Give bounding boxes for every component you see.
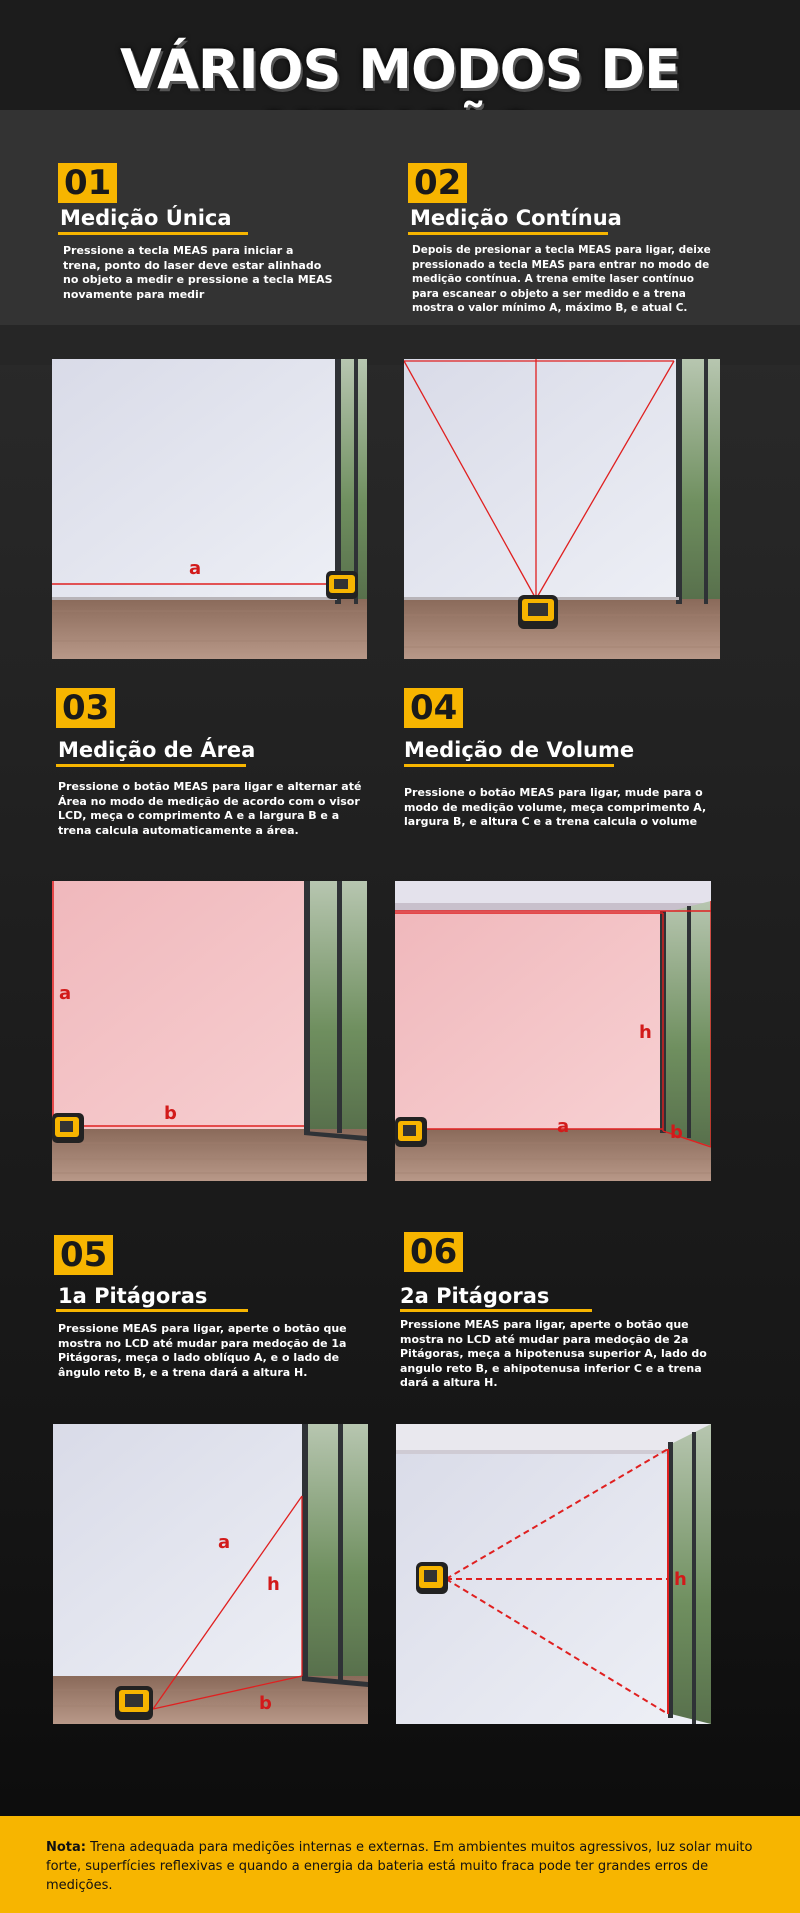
mode-05-illustration [53, 1424, 368, 1724]
mode-04-underline [404, 764, 614, 767]
mode-06-label-h: h [674, 1569, 687, 1590]
note-label: Nota: [46, 1840, 86, 1855]
mode-01-illustration [52, 359, 367, 659]
laser-device [395, 1117, 427, 1147]
mode-04-number: 04 [404, 688, 463, 728]
mode-01-label-a: a [189, 558, 202, 579]
mode-06-underline [400, 1309, 592, 1312]
mode-02-underline [408, 232, 608, 235]
mode-02-number: 02 [408, 163, 467, 203]
mode-03-number: 03 [56, 688, 115, 728]
mode-03-title: Medição de Área [58, 738, 256, 762]
laser-device [416, 1562, 448, 1594]
note-text: Trena adequada para medições internas e externas. Em ambientes muitos agressivos, luz solar muito forte, superfícies reflexivas e quando a energia da bateria está muito fraca pode ter grandes erros de medições. [46, 1840, 753, 1893]
mode-04-label-b: b [670, 1122, 683, 1143]
mode-06-number: 06 [404, 1232, 463, 1272]
laser-device [326, 571, 358, 599]
mode-02-description: Depois de presionar a tecla MEAS para ligar, deixe pressionado a tecla MEAS para entrar no modo de medição contínua. A trena emite laser contínuo para escanear o objeto a ser medido e a trena mostra o valor mínimo A, máximo B, e atual C. [412, 244, 711, 314]
mode-02-title: Medição Contínua [410, 206, 622, 230]
mode-01-underline [58, 232, 248, 235]
mode-03-label-b: b [164, 1103, 177, 1124]
page-title: VÁRIOS MODOS DE [120, 38, 680, 101]
mode-02-illustration [404, 359, 720, 659]
mode-04-description: Pressione o botão MEAS para ligar, mude para o modo de medição volume, meça comprimento A, largura B, e altura C e a trena calcula o volume [404, 786, 707, 828]
mode-04-illustration [395, 881, 711, 1181]
laser-device [52, 1113, 84, 1143]
laser-device [115, 1686, 153, 1720]
mode-03-underline [56, 764, 246, 767]
mode-06-description: Pressione MEAS para ligar, aperte o botão que mostra no LCD até mudar para medoção de 2a Pitágoras, meça a hipotenusa superior A, lado do angulo reto B, e ahipotenusa inferior C e a trena dará a altura H. [400, 1318, 707, 1389]
mode-06-title: 2a Pitágoras [400, 1284, 550, 1308]
mode-05-description: Pressione MEAS para ligar, aperte o botão que mostra no LCD até mudar para medoção de 1a Pitágoras, meça o lado oblíquo A, e o lado de ângulo reto B, e a trena dará a altura H. [58, 1322, 347, 1379]
mode-01-title: Medição Única [60, 206, 232, 230]
mode-05-label-h: h [267, 1574, 280, 1595]
mode-06-illustration [396, 1424, 711, 1724]
mode-03-label-a: a [59, 983, 72, 1004]
laser-device [518, 595, 558, 629]
mode-05-label-b: b [259, 1693, 272, 1714]
mode-05-underline [56, 1309, 248, 1312]
mode-04-label-a: a [557, 1116, 570, 1137]
mode-05-title: 1a Pitágoras [58, 1284, 208, 1308]
footer-note [46, 1838, 766, 1895]
mode-04-title: Medição de Volume [404, 738, 635, 762]
mode-05-number: 05 [54, 1235, 113, 1275]
mode-03-illustration [52, 881, 367, 1181]
mode-01-description: Pressione a tecla MEAS para iniciar a trena, ponto do laser deve estar alinhado no objeto a medir e pressione a tecla MEAS novamente para medir [63, 244, 333, 301]
mode-01-number: 01 [58, 163, 117, 203]
mode-05-label-a: a [218, 1532, 231, 1553]
mode-04-label-h: h [639, 1022, 652, 1043]
mode-03-description: Pressione o botão MEAS para ligar e alternar até Área no modo de medição de acordo com o visor LCD, meça o comprimento A e a largura B e a trena calcula automaticamente a área. [58, 780, 362, 837]
